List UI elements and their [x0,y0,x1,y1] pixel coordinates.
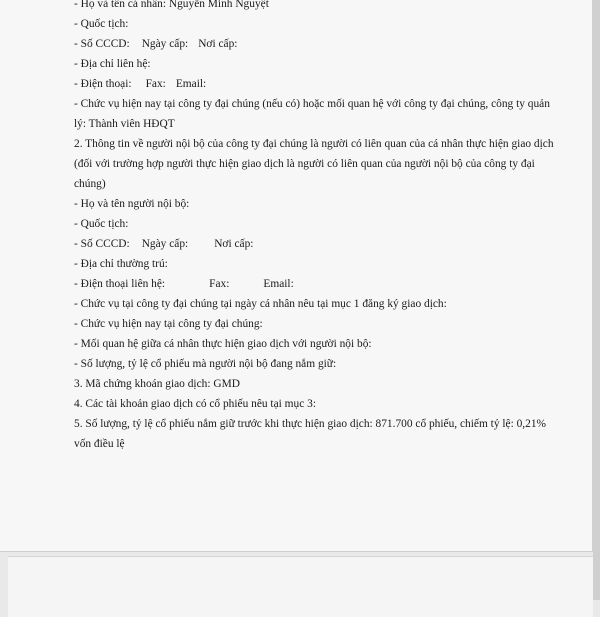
section-3-ma-ck: 3. Mã chứng khoán giao dịch: GMD [74,378,240,390]
line-dia-chi-thuong-tru: - Địa chỉ thường trú: [74,258,168,270]
cccd-label-2: - Số CCCD: [74,238,130,250]
phone-label-2: - Điện thoại liên hệ: [74,278,166,290]
line-dia-chi: - Địa chỉ liên hệ: [74,58,151,70]
line-chuc-vu-ngay-dk: - Chức vụ tại công ty đại chúng tại ngày cá nhân nêu tại mục 1 đăng ký giao dịch: [74,298,447,310]
fax-label-2: Fax: [209,278,230,290]
phone-label: - Điện thoại: [74,78,132,90]
line-quoc-tich: - Quốc tịch: [74,18,129,30]
line-dien-thoai-2 [74,274,554,294]
ngay-cap-label-2: Ngày cấp: [141,238,189,250]
section-2-heading: 2. Thông tin về người nội bộ của công ty đại chúng là người có liên quan của cá nhân thực hiện giao dịch (đối với trường hợp người thực hiện giao dịch là người có liên quan của người nội bộ của công ty đại chúng) [74,138,554,190]
line-chuc-vu-hien-nay: - Chức vụ hiện nay tại công ty đại chúng: [74,318,263,330]
line-chuc-vu: - Chức vụ hiện nay tại công ty đại chúng (nếu có) hoặc mối quan hệ với công ty đại chúng, công ty quản lý: Thành viên HĐQT [74,98,550,130]
line-moi-quan-he: - Mối quan hệ giữa cá nhân thực hiện giao dịch với người nội bộ: [74,338,372,350]
ngay-cap-label: Ngày cấp: [141,38,189,50]
email-label-2: Email: [263,278,294,290]
line-quoc-tich-2: - Quốc tịch: [74,218,129,230]
document-body [74,0,554,454]
cccd-label: - Số CCCD: [74,38,130,50]
section-5-so-luong: 5. Số lượng, tỷ lệ cổ phiếu nắm giữ trước khi thực hiện giao dịch: 871.700 cổ phiếu, chiếm tỷ lệ: 0,21% vốn điều lệ [74,418,547,450]
noi-cap-label: Nơi cấp: [198,38,238,50]
line-cccd [74,34,554,54]
section-4-tai-khoan: 4. Các tài khoản giao dịch có cổ phiếu nêu tại mục 3: [74,398,316,410]
line-ho-ten: - Họ và tên cá nhân: Nguyễn Minh Nguyệt [74,0,269,10]
noi-cap-label-2: Nơi cấp: [214,238,254,250]
page-edge [593,0,600,600]
line-dien-thoai [74,74,554,94]
next-page [8,556,593,617]
line-cccd-2 [74,234,554,254]
line-nguoi-noi-bo: - Họ và tên người nội bộ: [74,198,190,210]
fax-label: Fax: [145,78,166,90]
email-label: Email: [175,78,207,90]
line-so-luong-noi-bo: - Số lượng, tỷ lệ cổ phiếu mà người nội bộ đang nắm giữ: [74,358,337,370]
